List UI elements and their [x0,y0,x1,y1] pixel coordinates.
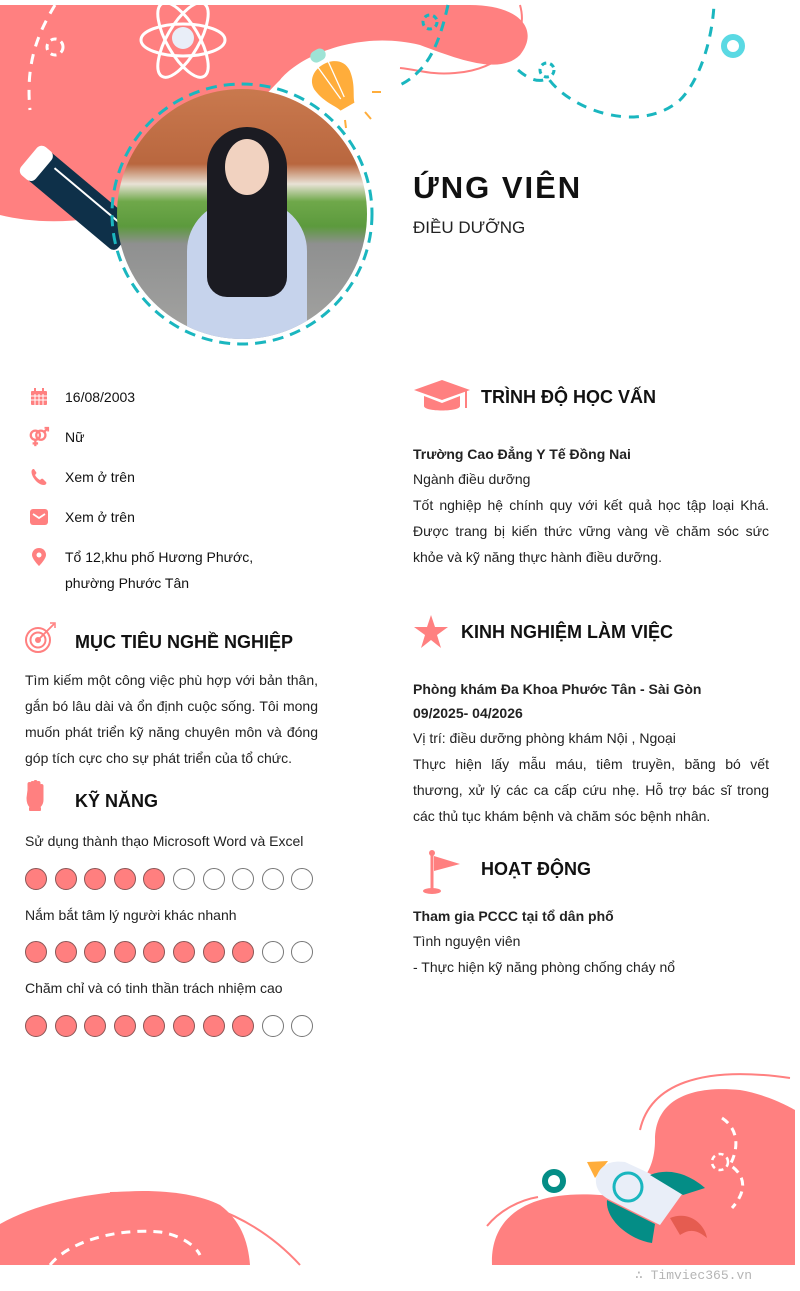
experience-description: Thực hiện lấy mẫu máu, tiêm truyền, băng bó vết thương, xử lý các ca cấp cứu nhẹ. Hỗ trợ bác sĩ trong các thủ tục khám bệnh và chăm sóc bệnh nhân. [413,756,769,824]
experience-position: Vị trí: điều dưỡng phòng khám Nội , Ngoại [413,730,676,746]
calendar-icon [28,386,50,408]
contact-gender [28,426,328,450]
header-decoration [0,0,800,360]
phone-value: Xem ở trên [65,469,135,485]
location-icon [28,546,50,568]
education-school: Trường Cao Đẳng Y Tế Đồng Nai [413,446,631,462]
contact-info [28,386,328,612]
activity-name: Tham gia PCCC tại tổ dân phố [413,908,614,924]
phone-icon [28,466,50,488]
experience-company: Phòng khám Đa Khoa Phước Tân - Sài Gòn [413,681,702,697]
watermark: ∴ Timviec365.vn [635,1268,753,1283]
contact-phone [28,466,328,490]
target-icon [24,622,58,659]
contact-address [28,546,328,596]
avatar [117,89,367,339]
skill-rating [25,868,321,890]
education-title: TRÌNH ĐỘ HỌC VẤN [481,387,656,407]
skill-label: Chăm chỉ và có tinh thần trách nhiệm cao [25,980,283,996]
email-value: Xem ở trên [65,509,135,525]
experience-period: 09/2025- 04/2026 [413,705,523,721]
candidate-name: ỨNG VIÊN [413,170,583,205]
contact-birthday [28,386,328,410]
skill-rating [25,1015,321,1037]
candidate-position: ĐIỀU DƯỠNG [413,218,526,237]
objective-text: Tìm kiếm một công việc phù hợp với bản thân, gắn bó lâu dài và ổn định cuộc sống. Tôi mong muốn phát triển kỹ năng chuyên môn và đóng góp tích cực cho sự phát triển của tổ chức. [25,672,318,766]
skills-title: KỸ NĂNG [75,791,159,811]
hand-icon [25,780,47,817]
skill-rating [25,941,321,963]
education-major: Ngành điều dưỡng [413,471,531,487]
skill-label: Nắm bắt tâm lý người khác nhanh [25,907,237,923]
birthday-value: 16/08/2003 [65,389,136,405]
address-value: Tổ 12,khu phố Hương Phước, phường Phước Tân [65,549,254,591]
footer-decoration [0,1040,800,1270]
activities-title: HOẠT ĐỘNG [481,859,591,879]
graduation-cap-icon [414,380,470,419]
gender-value: Nữ [65,429,85,445]
contact-email [28,506,328,530]
experience-title: KINH NGHIỆM LÀM VIỆC [461,622,674,642]
flag-icon [421,850,463,899]
gender-icon [28,426,50,448]
email-icon [28,506,50,528]
objective-title: MỤC TIÊU NGHỀ NGHIỆP [75,632,294,652]
skill-label: Sử dụng thành thạo Microsoft Word và Excel [25,833,304,849]
activity-description: - Thực hiện kỹ năng phòng chống cháy nổ [413,959,676,975]
education-description: Tốt nghiệp hệ chính quy với kết quả học tập loại Khá. Được trang bị kiến thức vững vàng về chăm sóc sức khỏe và kỹ năng thực hành điều dưỡng. [413,497,769,565]
activity-role: Tình nguyện viên [413,933,521,949]
star-icon [413,615,449,654]
